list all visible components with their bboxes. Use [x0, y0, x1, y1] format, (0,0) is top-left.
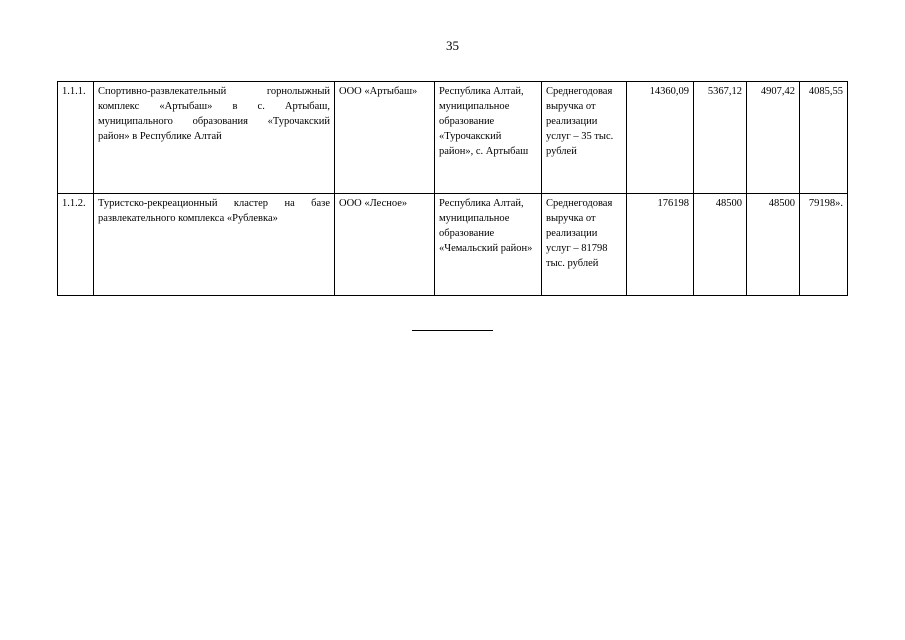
value-year-3: 4085,55 [800, 82, 848, 194]
value-year-2: 48500 [747, 194, 800, 296]
project-location: Республика Алтай, муниципальное образование «Турочакский район», с. Артыбаш [435, 82, 542, 194]
project-name: Туристско-рекреационный кластер на базе развлекательного комплекса «Рублевка» [94, 194, 335, 296]
table-row [58, 194, 848, 296]
project-name: Спортивно-развлекательный горнолыжный комплекс «Артыбаш» в с. Артыбаш, муниципального образования «Турочакский район» в Республике Алтай [94, 82, 335, 194]
value-year-3: 79198». [800, 194, 848, 296]
end-separator-line [412, 330, 493, 331]
company-name: ООО «Артыбаш» [335, 82, 435, 194]
row-number: 1.1.2. [58, 194, 94, 296]
investment-projects-table [57, 81, 848, 296]
value-total: 14360,09 [627, 82, 694, 194]
company-name: ООО «Лесное» [335, 194, 435, 296]
page-number: 35 [446, 38, 459, 53]
table-row [58, 82, 848, 194]
project-location: Республика Алтай, муниципальное образование «Чемальский район» [435, 194, 542, 296]
value-year-1: 48500 [694, 194, 747, 296]
value-year-1: 5367,12 [694, 82, 747, 194]
row-number: 1.1.1. [58, 82, 94, 194]
performance-indicator: Среднегодовая выручка от реализации услуг – 35 тыс. рублей [542, 82, 627, 194]
value-year-2: 4907,42 [747, 82, 800, 194]
value-total: 176198 [627, 194, 694, 296]
performance-indicator: Среднегодовая выручка от реализации услуг – 81798 тыс. рублей [542, 194, 627, 296]
